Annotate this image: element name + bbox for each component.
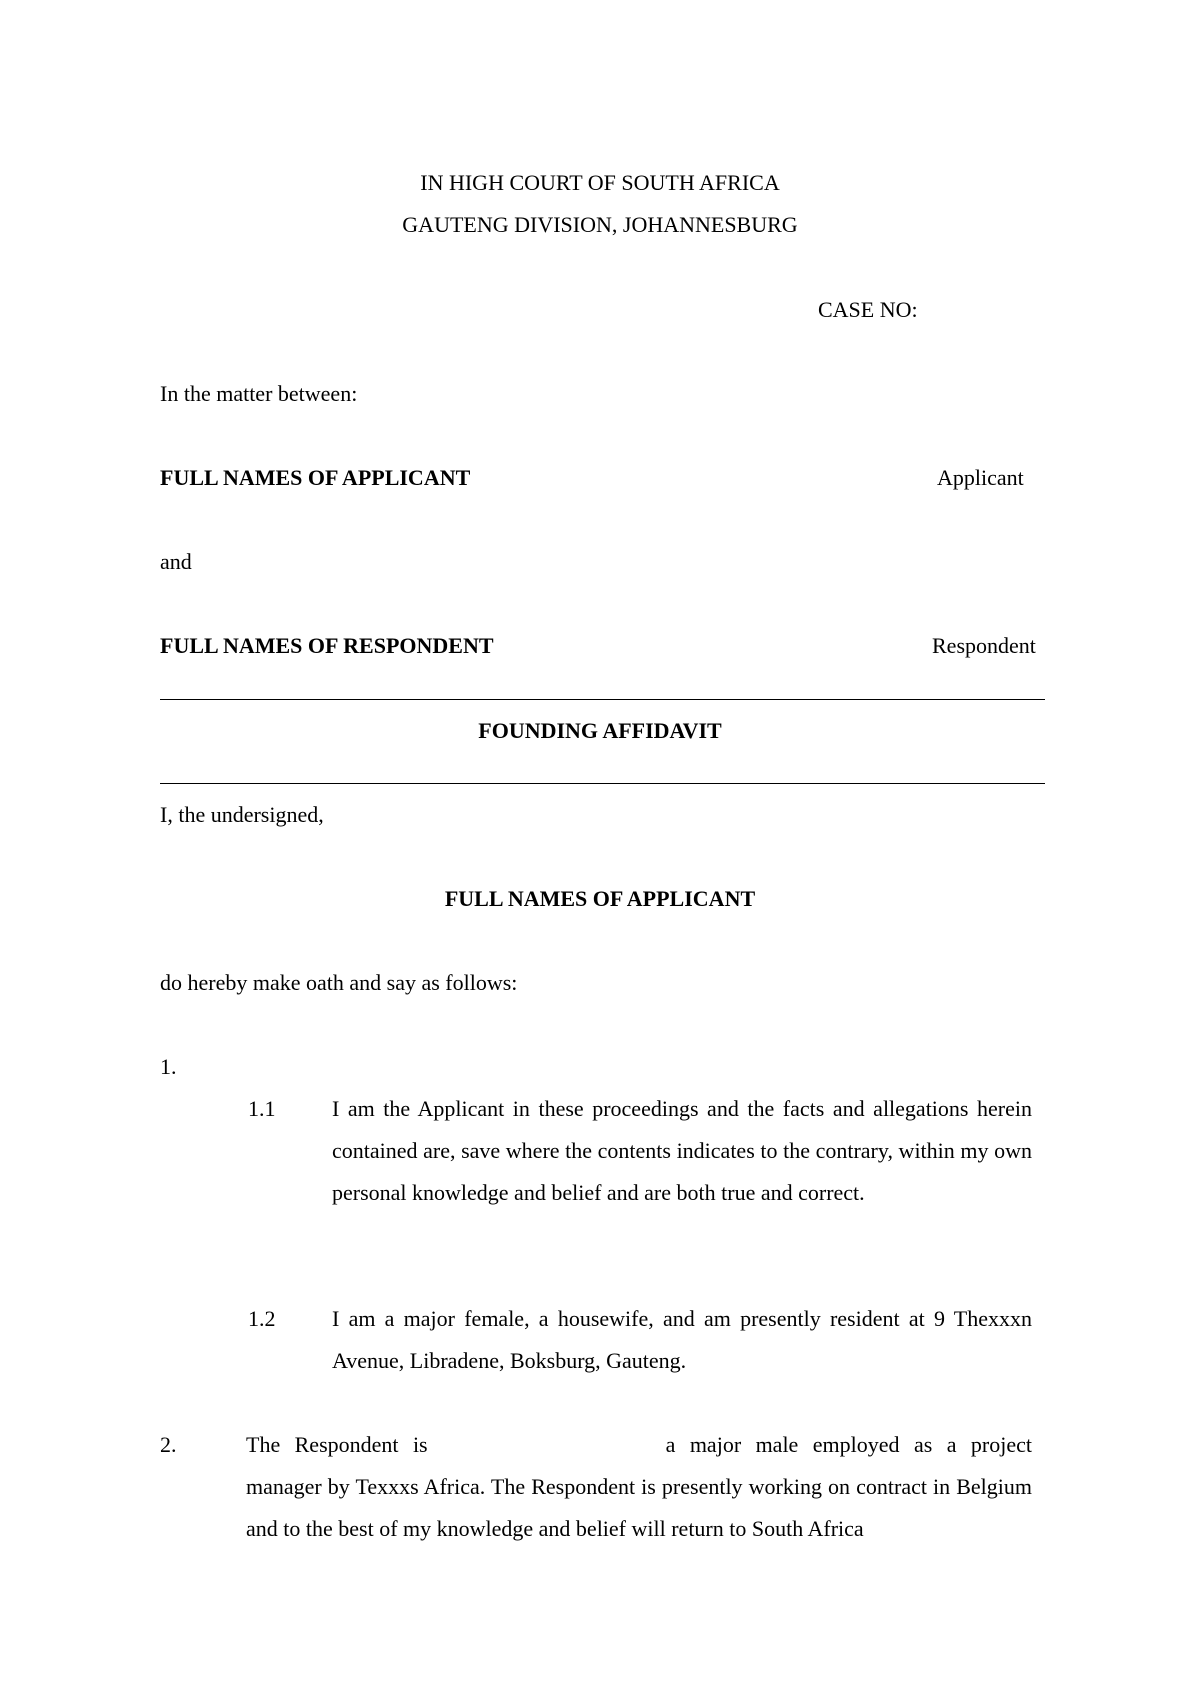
- paragraph-2-text: [246, 1424, 1032, 1550]
- document-title: FOUNDING AFFIDAVIT: [478, 718, 722, 743]
- applicant-role: Applicant: [937, 465, 1024, 490]
- bottom-divider: [160, 783, 1045, 784]
- conjunction-and: and: [160, 549, 192, 574]
- paragraph-2-number: 2.: [160, 1432, 177, 1457]
- undersigned-line: I, the undersigned,: [160, 802, 324, 827]
- case-number-label: CASE NO:: [818, 297, 918, 322]
- court-heading: IN HIGH COURT OF SOUTH AFRICA: [420, 170, 780, 195]
- respondent-name: FULL NAMES OF RESPONDENT: [160, 633, 494, 658]
- paragraph-2-text-start: The Respondent is: [246, 1432, 428, 1457]
- paragraph-1-number: 1.: [160, 1054, 177, 1079]
- division-heading: GAUTENG DIVISION, JOHANNESBURG: [402, 212, 798, 237]
- paragraph-2-text-rest: a major male employed as a project manager by Texxxs Africa. The Respondent is presently working on contract in Belgium and to the best of my knowledge and belief will return to South Africa: [246, 1432, 1032, 1541]
- paragraph-1-2-text: I am a major female, a housewife, and am presently resident at 9 Thexxxn Avenue, Libradene, Boksburg, Gauteng.: [332, 1306, 1032, 1373]
- paragraph-1-2-number: 1.2: [248, 1306, 276, 1331]
- applicant-name: FULL NAMES OF APPLICANT: [160, 465, 471, 490]
- deponent-name: FULL NAMES OF APPLICANT: [444, 886, 756, 911]
- top-divider: [160, 699, 1045, 700]
- paragraph-1-1-text: I am the Applicant in these proceedings and the facts and allegations herein contained are, save where the contents indicates to the contrary, within my own personal knowledge and belief and are both true and correct.: [332, 1096, 1032, 1205]
- respondent-role: Respondent: [932, 633, 1036, 658]
- oath-line: do hereby make oath and say as follows:: [160, 970, 518, 995]
- paragraph-1-1-number: 1.1: [248, 1096, 276, 1121]
- matter-intro: In the matter between:: [160, 381, 358, 406]
